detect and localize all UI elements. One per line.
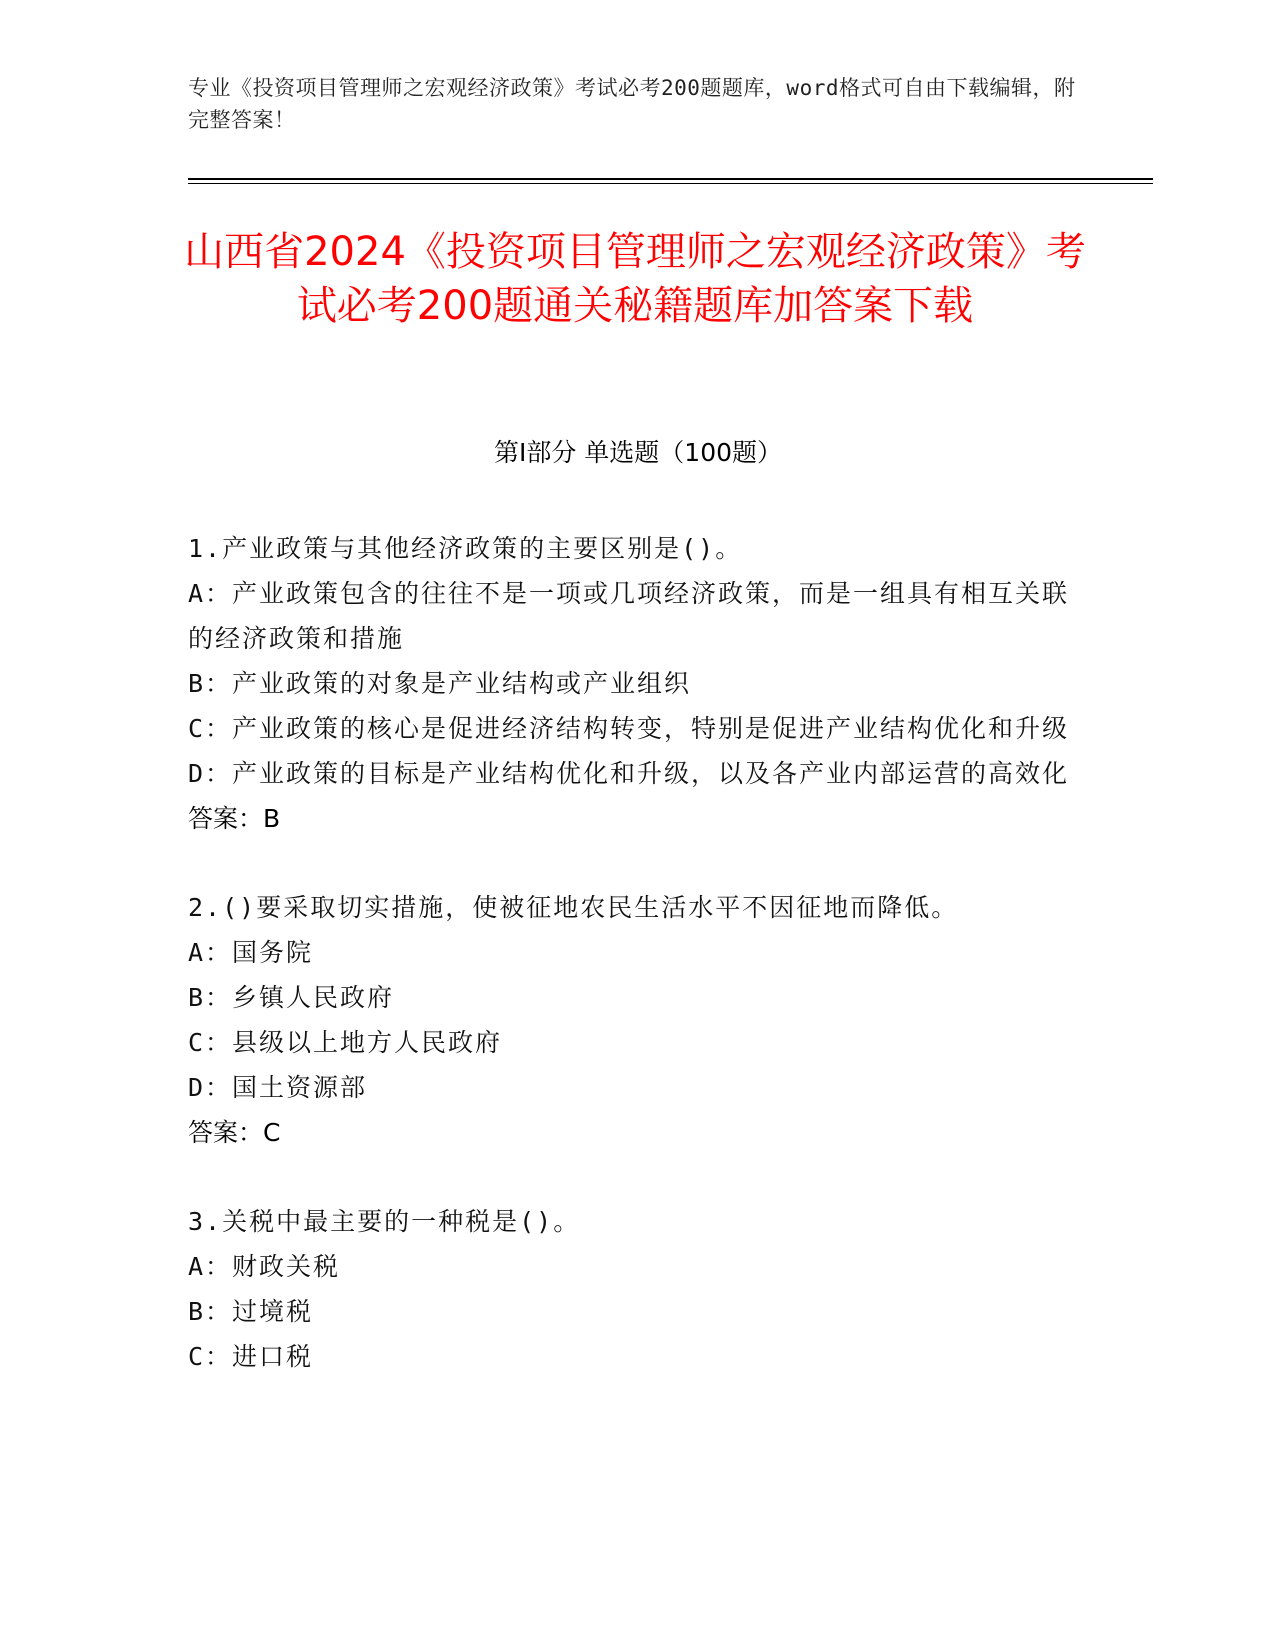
header-rule-thin <box>188 183 1153 184</box>
question-1 <box>188 526 1088 841</box>
question-stem: 1.产业政策与其他经济政策的主要区别是()。 <box>188 534 743 563</box>
option-a: A：国务院 <box>188 938 314 967</box>
answer: 答案：B <box>188 804 281 833</box>
header-note: 专业《投资项目管理师之宏观经济政策》考试必考200题题库，word格式可自由下载编辑，附完整答案！ <box>188 76 1076 132</box>
option-b: B：乡镇人民政府 <box>188 983 395 1012</box>
option-a: A：财政关税 <box>188 1252 341 1281</box>
question-stem: 3.关税中最主要的一种税是()。 <box>188 1207 581 1236</box>
option-b: B：过境税 <box>188 1297 314 1326</box>
option-c: C：产业政策的核心是促进经济结构转变，特别是促进产业结构优化和升级 <box>188 714 1070 743</box>
option-c: C：进口税 <box>188 1342 314 1371</box>
question-stem: 2.()要采取切实措施，使被征地农民生活水平不因征地而降低。 <box>188 893 959 922</box>
option-a: A：产业政策包含的往往不是一项或几项经济政策，而是一组具有相互关联的经济政策和措施 <box>188 579 1070 653</box>
option-b: B：产业政策的对象是产业结构或产业组织 <box>188 669 692 698</box>
question-3 <box>188 1199 1088 1379</box>
header-rule-thick <box>188 178 1153 180</box>
option-d: D：国土资源部 <box>188 1073 368 1102</box>
question-2 <box>188 885 1088 1155</box>
question-list <box>188 526 1088 1423</box>
document-title: 山西省2024《投资项目管理师之宏观经济政策》考试必考200题通关秘籍题库加答案下载 <box>184 229 1086 329</box>
option-c: C：县级以上地方人民政府 <box>188 1028 503 1057</box>
option-d: D：产业政策的目标是产业结构优化和升级，以及各产业内部运营的高效化 <box>188 759 1070 788</box>
section-title: 第I部分 单选题（100题） <box>493 438 783 467</box>
answer: 答案：C <box>188 1118 281 1147</box>
